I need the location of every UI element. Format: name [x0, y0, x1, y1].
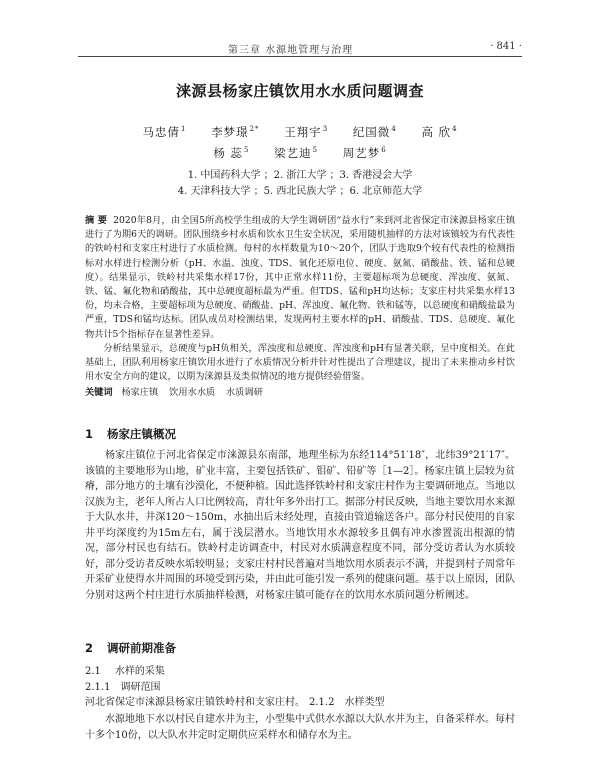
author: 周艺梦$^6$ [342, 146, 387, 160]
abstract-label: 摘 要 [85, 215, 108, 226]
section-1-heading: 1 杨家庄镇概况 [85, 427, 177, 441]
keywords-label: 关键词 [85, 387, 113, 398]
section-2-body: 水源地地下水以村民自建水井为主，小型集中式供水水源以大队水井为主，自备采样水。每村十多个10份，以大队水井定时定期供应采样水和储存水为主。 [85, 714, 515, 741]
keywords [85, 384, 515, 398]
affiliation: ； 3. 香港浸会大学 [330, 170, 413, 181]
author: 马忠倩$^1$ [142, 125, 187, 139]
subsection-2-1-2-number: 2.1.2 [309, 697, 335, 708]
running-header-section: 第三章 水源地管理与治理 [228, 45, 354, 56]
affiliation: ； 5. 西北民族大学 [254, 186, 337, 197]
section-2-heading: 2 调研前期准备 [85, 641, 177, 655]
subsection-2-1-heading: 2.1 水样的采集 [85, 666, 165, 677]
paper-title: 涞源县杨家庄镇饮用水水质问题调查 [175, 82, 424, 100]
abstract-text: 2020年8月，由全国5所高校学生组成的大学生调研团“益水行”来到河北省保定市涞源县杨家庄镇进行了为期6天的调研。团队围绕乡村水质和饮水卫生安全状况，采用随机抽样的方法对该镇较为有代表性的铁岭村和支家庄村进行了水质检测。每村的水样数量为10～20个，团队于选取9个较有代表性的检测指标对水样进行检测分析（pH、水温、浊度、TDS、氧化还原电位、硬度、氨氮、硝酸盐、铁、锰和总硬度）。结果显示，铁岭村共采集水样17份，其中正常水样11份，主要超标项为总硬度、浑浊度、氨氮、铁、锰、氟化物和硝酸盐，其中总硬度超标最为严重。但TDS、锰和pH均达标；支家庄村共采集水样13份，均未合格，主要超标项为总硬度、硝酸盐、pH、浑浊度、氟化物、铁和锰等，以总硬度和硝酸盐最为严重，TDS和锰均达标。团队成员对检测结果，发现两村主要水样的pH、硝酸盐、TDS、总硬度、氟化物共计5个指标存在显著性差异。 [85, 215, 516, 340]
affiliation: ； 2. 浙江大学 [264, 170, 327, 181]
keyword: 饮用水水质 [169, 387, 216, 398]
keyword: 水质调研 [226, 387, 263, 398]
subsection-2-1-1-heading: 2.1.1 调研范围 [85, 682, 161, 693]
author-list-row-2 [0, 145, 600, 161]
author: 梁艺迪$^5$ [274, 146, 319, 160]
subsection-2-1-2-heading: 水样类型 [344, 697, 385, 708]
affiliation: ； 6. 北京师范大学 [340, 186, 423, 197]
abstract [85, 214, 515, 384]
abstract-text-2: 分析结果显示，总硬度与pH负相关，浑浊度和总硬度、浑浊度和pH有显著关联，呈中度相关。在此基础上，团队利用杨家庄镇饮用水进行了水质情况分析并针对性提出了合理建议，提出了未来推动乡村饮用水安全方向的建议，以期为涞源县及类似情况的地方提供经验借鉴。 [85, 342, 515, 383]
author-list-row-1 [0, 124, 600, 140]
keyword: 杨家庄镇 [121, 387, 159, 398]
survey-location: 河北省保定市涞源县杨家庄镇铁岭村和支家庄村。 [85, 697, 305, 708]
survey-location-line [85, 693, 384, 708]
author: 杨 蕊$^5$ [213, 146, 250, 160]
section-1-body: 杨家庄镇位于河北省保定市涞源县东南部，地理坐标为东经114°51′18″，北纬39°21′17″。该镇的主要地形为山地，矿业丰富，主要包括铁矿、钼矿、铅矿等［1—2］。杨家庄镇上层较为贫瘠，部分地方的土壤有沙漠化，不便种植。因此选择铁岭村和支家庄村作为主要调研地点。当地以汉族为主，老年人所占人口比例较高，青壮年多外出打工。据部分村民反映，当地主要饮用水来源于大队水井，井深120～150m，水抽出后未经处理，直接由管道输送各户。部分村民使用的自家井平均深度约为15m左右，属于浅层潜水。当地饮用水水源较多且偶有冲水渗置流出根源的情况，部分村民也有结石。铁岭村走访调查中，村民对水质满意程度不同，部分受访者认为水质较好，部分受访者反映水垢较明显；支家庄村村民普遍对当地饮用水质表示不满，并提到村子周常年开采矿业使得水井周围的环境受到污染，并由此可能引发一系列的健康问题。基于以上原因，团队分别对这两个村庄进行水质抽样检测，对杨家庄镇可能存在的饮用水水质问题分析阐述。 [85, 450, 515, 601]
author: 纪国微$^4$ [352, 125, 397, 139]
page-number: · 841 · [490, 41, 522, 52]
affiliation: 4. 天津科技大学 [177, 186, 251, 197]
affiliations-row-1 [0, 166, 600, 181]
affiliation: 1. 中国药科大学 [187, 170, 261, 181]
running-header [78, 40, 522, 57]
author: 李梦璟$^{2*}$ [211, 125, 260, 139]
author: 高 欣$^4$ [421, 125, 458, 139]
author: 王翔宇$^3$ [284, 125, 329, 139]
affiliations-row-2 [0, 182, 600, 197]
